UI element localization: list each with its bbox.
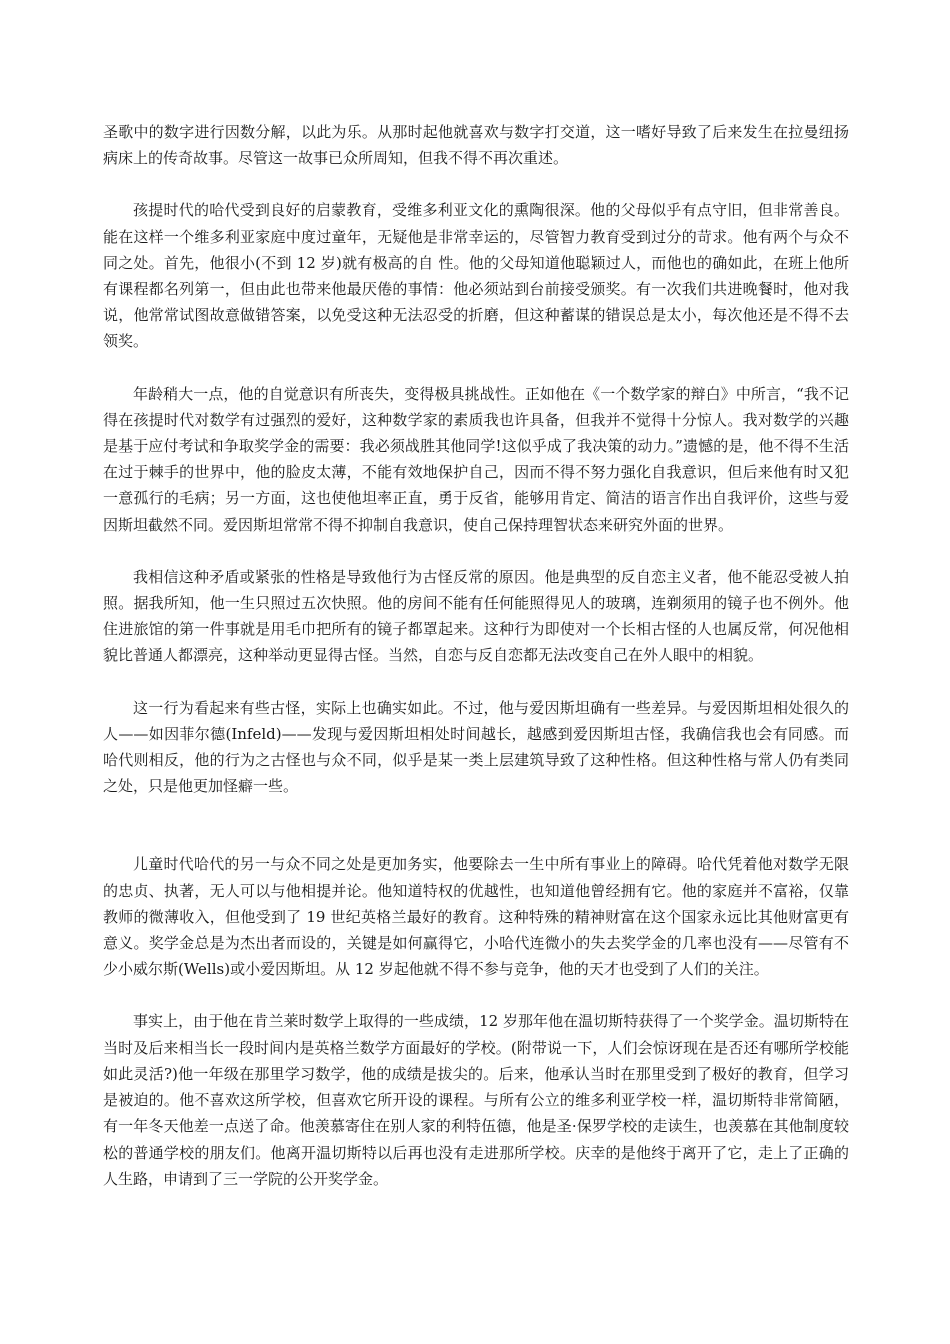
paragraph-einstein-comparison: 这一行为看起来有些古怪，实际上也确实如此。不过，他与爱因斯坦确有一些差异。与爱因斯坦相处很久的人——如因菲尔德(Infeld)——发现与爱因斯坦相处时间越长，越感到爱因斯坦古怪，我确信我也会有同感。而哈代则相反，他的行为之古怪也与众不同，似乎是某一类上层建筑导致了这种性格。但这种性格与常人仍有类同之处，只是他更加怪癖一些。 xyxy=(103,698,849,796)
body-text xyxy=(103,119,849,1192)
paragraph-winchester: 事实上，由于他在肯兰莱时数学上取得的一些成绩，12 岁那年他在温切斯特获得了一个奖学金。温切斯特在当时及后来相当长一段时间内是英格兰数学方面最好的学校。(附带说一下，人们会惊讶现在是否还有哪所学校能如此灵活?)他一年级在那里学习数学，他的成绩是拔尖的。后来，他承认当时在那里受到了极好的教育，但学习是被迫的。他不喜欢这所学校，但喜欢它所开设的课程。与所有公立的维多利亚学校一样，温切斯特非常简陋，有一年冬天他差一点送了命。他羡慕寄住在别人家的利特伍德，他是圣·保罗学校的走读生，也羡慕在其他制度较松的普通学校的朋友们。他离开温切斯特以后再也没有走进那所学校。庆幸的是他终于离开了它，走上了正确的人生路，申请到了三一学院的公开奖学金。 xyxy=(103,1012,849,1188)
paragraph-childhood-education: 孩提时代的哈代受到良好的启蒙教育，受维多利亚文化的熏陶很深。他的父母似乎有点守旧，但非常善良。能在这样一个维多利亚家庭中度过童年，无疑他是非常幸运的，尽管智力教育受到过分的苛求。他有两个与众不同之处。首先，他很小(不到 12 岁)就有极高的自 性。他的父母知道他聪颖过人，而他也的确如此，在班上他所有课程都名列第一，但由此也带来他最厌倦的事情：他必须站到台前接受颁奖。有一次我们共进晚餐时，他对我说，他常常试图故意做错答案，以免受这种无法忍受的折磨，但这种蓄谋的错误总是太小，每次他还是不得不去领奖。 xyxy=(103,201,849,351)
paragraph-eccentric-behavior: 我相信这种矛盾或紧张的性格是导致他行为古怪反常的原因。他是典型的反自恋主义者，他不能忍受被人拍照。据我所知，他一生只照过五次快照。他的房间不能有任何能照得见人的玻璃，连剃须用的镜子也不例外。他住进旅馆的第一件事就是用毛巾把所有的镜子都罩起来。这种行为即使对一个长相古怪的人也属反常，何况他相貌比普通人都漂亮，这种举动更显得古怪。当然，自恋与反自恋都无法改变自己在外人眼中的相貌。 xyxy=(103,567,849,665)
paragraph-self-awareness: 年龄稍大一点，他的自觉意识有所丧失，变得极具挑战性。正如他在《一个数学家的辩白》中所言，“我不记得在孩提时代对数学有过强烈的爱好，这种数学家的素质我也许具备，但我并不觉得十分惊人。我对数学的兴趣是基于应付考试和争取奖学金的需要：我必须战胜其他同学!这似乎成了我决策的动力。”遗憾的是，他不得不生活在过于棘手的世界中，他的脸皮太薄，不能有效地保护自己，因而不得不努力强化自我意识，但后来他有时又犯一意孤行的毛病；另一方面，这也使他坦率正直，勇于反省，能够用肯定、简洁的语言作出自我评价，这些与爱因斯坦截然不同。爱因斯坦常常不得不抑制自我意识，使自己保持理智状态来研究外面的世界。 xyxy=(103,384,849,534)
paragraph-continuation: 圣歌中的数字进行因数分解，以此为乐。从那时起他就喜欢与数字打交道，这一嗜好导致了后来发生在拉曼纽扬病床上的传奇故事。尽管这一故事已众所周知，但我不得不再次重述。 xyxy=(103,123,849,168)
paragraph-practicality: 儿童时代哈代的另一与众不同之处是更加务实，他要除去一生中所有事业上的障碍。哈代凭着他对数学无限的忠贞、执著，无人可以与他相提并论。他知道特权的优越性，也知道他曾经拥有它。他的家庭并不富裕，仅靠教师的微薄收入，但他受到了 19 世纪英格兰最好的教育。这种特殊的精神财富在这个国家永远比其他财富更有意义。奖学金总是为杰出者而设的，关键是如何赢得它，小哈代连微小的失去奖学金的几率也没有——尽管有不少小威尔斯(Wells)或小爱因斯坦。从 12 岁起他就不得不参与竞争，他的天才也受到了人们的关注。 xyxy=(103,855,849,979)
